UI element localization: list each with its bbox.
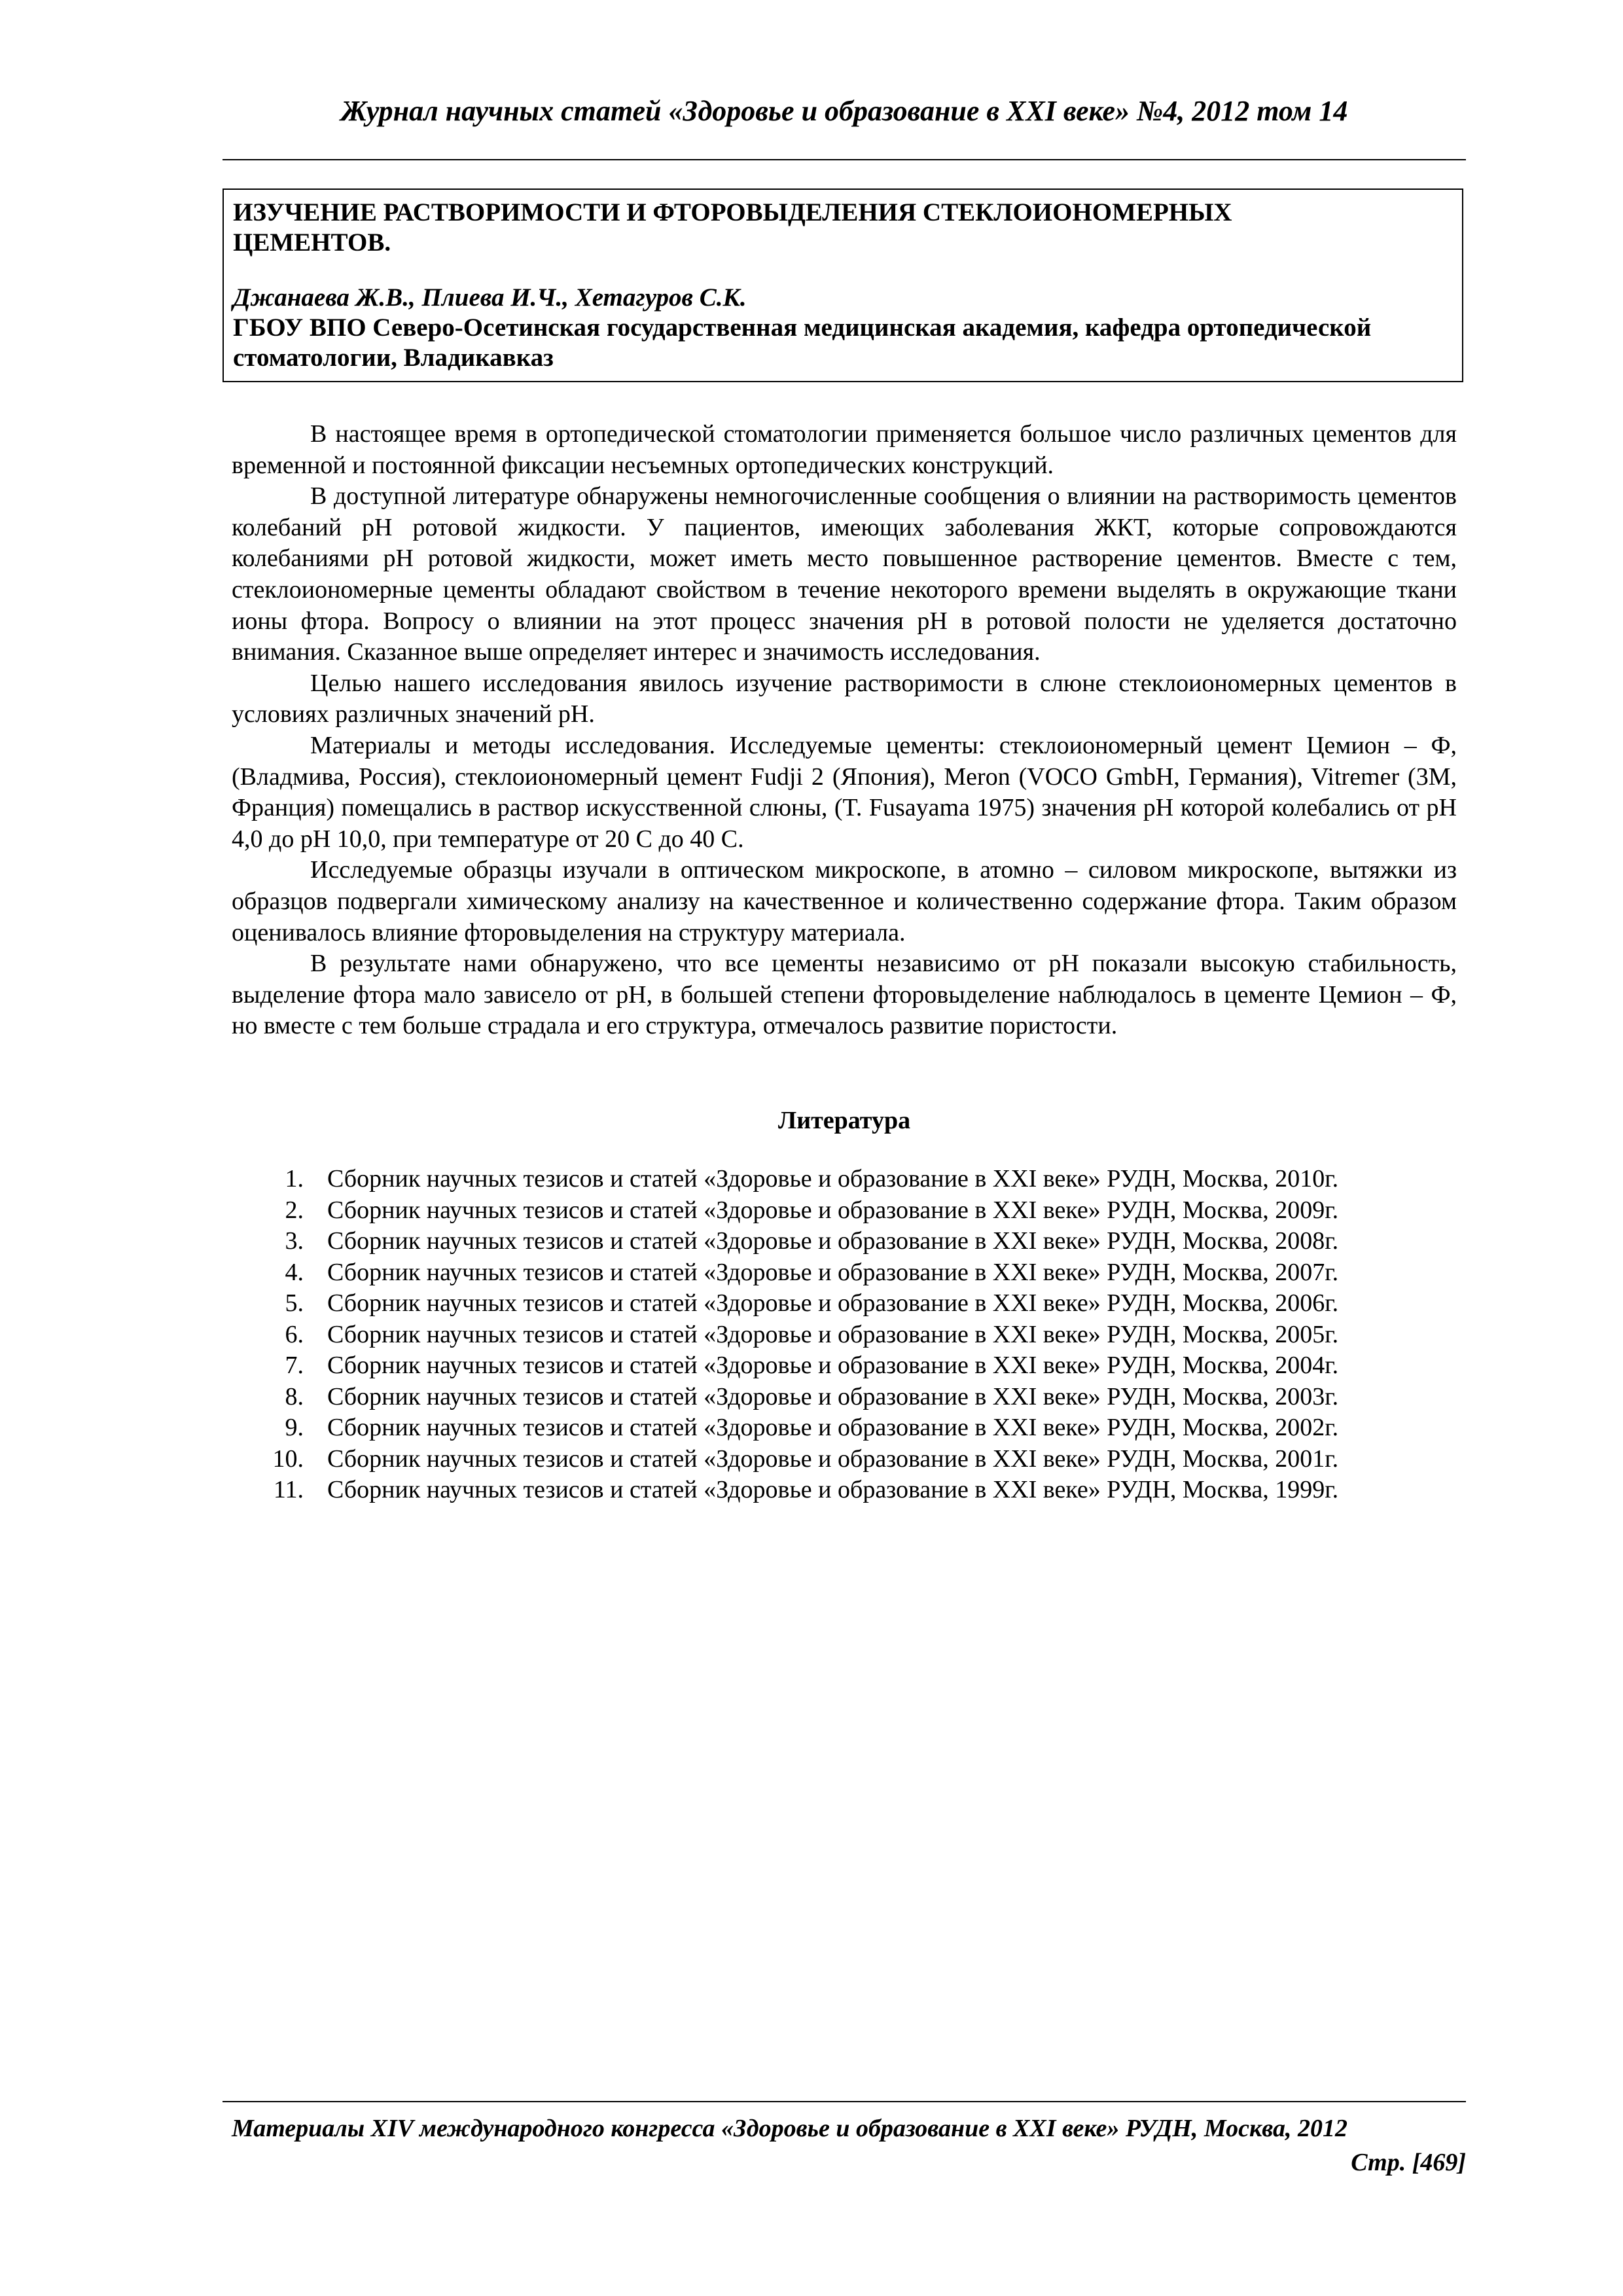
reference-number: 11.	[273, 1476, 304, 1503]
journal-header: Журнал научных статей «Здоровье и образование в XXI веке» №4, 2012 том 14	[340, 95, 1348, 127]
article-body	[232, 419, 1457, 1042]
body-paragraph: Исследуемые образцы изучали в оптическом микроскопе, в атомно – силовом микроскопе, вытяжки из образцов подвергали химическому анализу на качественное и количественно содержание фтора. Таким образом оценивалось влияние фторовыделения на структуру материала.	[232, 856, 1457, 946]
reference-text: Сборник научных тезисов и статей «Здоровье и образование в XXI веке» РУДН, Москва, 2010г.	[327, 1165, 1339, 1193]
literature-heading: Литература	[777, 1107, 911, 1134]
reference-item	[232, 1444, 1457, 1475]
reference-text: Сборник научных тезисов и статей «Здоровье и образование в XXI веке» РУДН, Москва, 2002г.	[327, 1414, 1339, 1441]
reference-number: 8.	[285, 1382, 304, 1410]
article-affiliation: ГБОУ ВПО Северо-Осетинская государственная медицинская академия, кафедра ортопедической стоматологии, Владикавказ	[233, 314, 1372, 372]
reference-item	[232, 1164, 1457, 1195]
reference-item	[232, 1226, 1457, 1257]
reference-number: 2.	[285, 1196, 304, 1224]
reference-number: 3.	[285, 1227, 304, 1255]
reference-item	[232, 1319, 1457, 1351]
article-authors: Джанаева Ж.В., Плиева И.Ч., Хетагуров С.К.	[233, 283, 747, 312]
body-paragraph: Целью нашего исследования явилось изучение растворимости в слюне стеклоиономерных цементов в условиях различных значений pH.	[232, 669, 1457, 728]
body-paragraph: В доступной литературе обнаружены немногочисленные сообщения о влиянии на растворимость цементов колебаний pH ротовой жидкости. У пациентов, имеющих заболевания ЖКТ, которые сопровождаются колебаниями pH ротовой жидкости, может иметь место повышенное растворение цементов. Вместе с тем, стеклоиономерные цементы обладают свойством в течение некоторого времени выделять в окружающие ткани ионы фтора. Вопросу о влиянии на этот процесс значения pH в ротовой полости не уделяется достаточно внимания. Сказанное выше определяет интерес и значимость исследования.	[232, 482, 1457, 666]
reference-text: Сборник научных тезисов и статей «Здоровье и образование в XXI веке» РУДН, Москва, 2004г.	[327, 1352, 1339, 1379]
reference-item	[232, 1382, 1457, 1413]
article-title-box	[223, 188, 1463, 382]
reference-text: Сборник научных тезисов и статей «Здоровье и образование в XXI веке» РУДН, Москва, 2005г.	[327, 1320, 1339, 1348]
reference-item	[232, 1257, 1457, 1289]
reference-item	[232, 1195, 1457, 1227]
body-paragraph: Материалы и методы исследования. Исследуемые цементы: стеклоиономерный цемент Цемион – Ф, (Владмива, Россия), стеклоиономерный цемент Fudji 2 (Япония), Meron (VOCO GmbH, Германия), Vitremer (3M, Франция) помещались в раствор искусственной слюны, (T. Fusayama 1975) значения pH которой колебались от pH 4,0 до pH 10,0, при температуре от 20 С до 40 С.	[232, 731, 1457, 853]
reference-text: Сборник научных тезисов и статей «Здоровье и образование в XXI веке» РУДН, Москва, 1999г.	[327, 1476, 1339, 1503]
reference-text: Сборник научных тезисов и статей «Здоровье и образование в XXI веке» РУДН, Москва, 2007г.	[327, 1258, 1339, 1286]
reference-item	[232, 1350, 1457, 1382]
reference-text: Сборник научных тезисов и статей «Здоровье и образование в XXI веке» РУДН, Москва, 2008г.	[327, 1227, 1339, 1255]
reference-item	[232, 1412, 1457, 1444]
footer-conference: Материалы XIV международного конгресса «Здоровье и образование в XXI веке» РУДН, Москва, 2012	[232, 2115, 1347, 2142]
article-title: ИЗУЧЕНИЕ РАСТВОРИМОСТИ И ФТОРОВЫДЕЛЕНИЯ СТЕКЛОИОНОМЕРНЫХ ЦЕМЕНТОВ.	[233, 198, 1232, 257]
reference-text: Сборник научных тезисов и статей «Здоровье и образование в XXI веке» РУДН, Москва, 2003г.	[327, 1382, 1339, 1410]
reference-number: 4.	[285, 1258, 304, 1286]
reference-text: Сборник научных тезисов и статей «Здоровье и образование в XXI веке» РУДН, Москва, 2001г.	[327, 1444, 1339, 1473]
reference-number: 6.	[285, 1320, 304, 1348]
reference-item	[232, 1288, 1457, 1319]
body-paragraph: В результате нами обнаружено, что все цементы независимо от pH показали высокую стабильность, выделение фтора мало зависело от pH, в большей степени фторовыделение наблюдалось в цементе Цемион – Ф, но вместе с тем больше страдала и его структура, отмечалось развитие пористости.	[232, 950, 1457, 1040]
header-divider	[223, 159, 1466, 160]
reference-number: 7.	[285, 1352, 304, 1379]
body-paragraph: В настоящее время в ортопедической стоматологии применяется большое число различных цементов для временной и постоянной фиксации несъемных ортопедических конструкций.	[232, 420, 1457, 479]
reference-number: 10.	[272, 1444, 304, 1473]
reference-text: Сборник научных тезисов и статей «Здоровье и образование в XXI веке» РУДН, Москва, 2006г.	[327, 1289, 1339, 1317]
footer-divider	[223, 2101, 1466, 2102]
page-number: Стр. [469]	[1351, 2149, 1466, 2176]
reference-list	[232, 1164, 1457, 1506]
reference-number: 5.	[285, 1289, 304, 1317]
reference-number: 1.	[285, 1165, 304, 1193]
reference-text: Сборник научных тезисов и статей «Здоровье и образование в XXI веке» РУДН, Москва, 2009г.	[327, 1196, 1339, 1224]
reference-number: 9.	[285, 1414, 304, 1441]
reference-item	[232, 1475, 1457, 1506]
